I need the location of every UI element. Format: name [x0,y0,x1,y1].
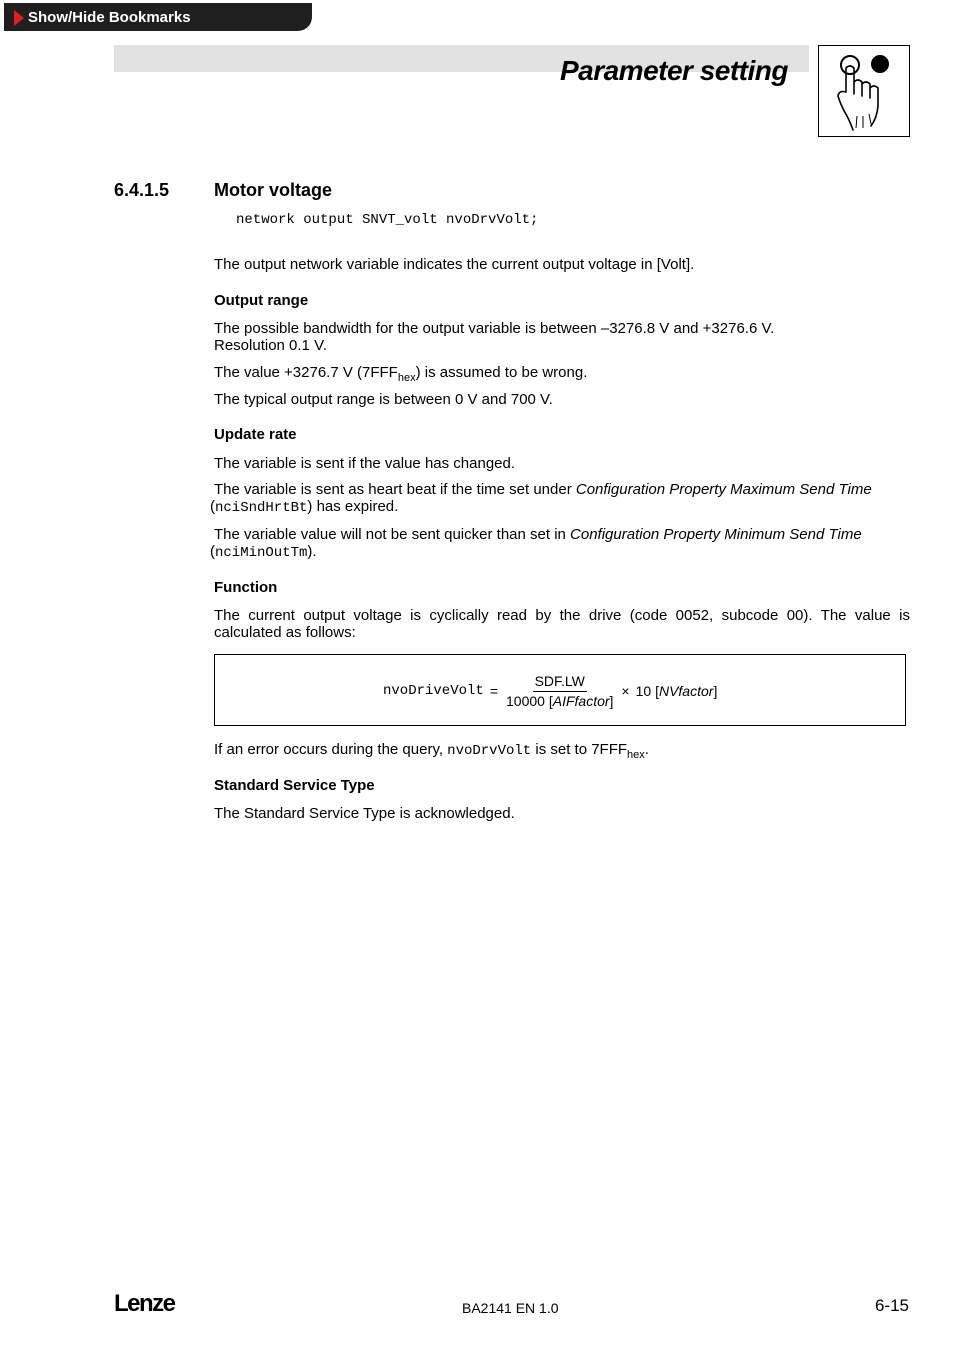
page-title: Parameter setting [559,55,788,86]
formula-times: × [621,683,630,699]
value-changed-paragraph: The variable is sent if the value has changed. [214,455,516,472]
section-title: Motor voltage [214,180,333,200]
formula-box [214,654,906,726]
triangle-right-icon [14,10,24,26]
nci-min-out-tm-code: nciMinOutTm [215,545,308,561]
den-bracket: ] [609,693,614,709]
typical-range-paragraph: The typical output range is between 0 V and 700 V. [214,391,553,408]
max-send-time-term: Configuration Property Maximum Send Time [575,481,872,498]
error-text-mid: is set to 7FFF [531,741,628,758]
wrong-value-text: The value +3276.7 V (7FFF [214,364,398,381]
formula-lhs: nvoDriveVolt [383,683,484,699]
den-value: 10000 [ [506,693,553,709]
document-id: BA2141 EN 1.0 [462,1300,559,1316]
formula-denominator [504,692,615,710]
aif-factor-term: AIFfactor [552,693,610,709]
heartbeat-text-end: ) has expired. [307,498,399,515]
section-number: 6.4.1.5 [114,180,170,200]
page-number: 6-15 [874,1296,909,1315]
variable-declaration: network output SNVT_volt nvoDrvVolt; [236,212,539,228]
resolution-text: Resolution 0.1 V. [214,337,327,354]
hex-subscript: hex [627,749,645,761]
service-type-heading: Standard Service Type [214,777,375,794]
factor-bracket: ] [713,683,718,699]
bookmarks-label: Show/Hide Bookmarks [28,9,191,26]
nv-factor-term: NVfactor [658,683,714,699]
show-hide-bookmarks-button[interactable] [4,3,312,31]
min-send-time-term: Configuration Property Minimum Send Time [570,526,862,543]
function-paragraph: The current output voltage is cyclically read by the drive (code 0052, subcode 00). The value is calculated as follows: [214,607,910,641]
min-send-text: The variable value will not be sent quicker than set in [214,526,571,543]
min-send-text-end: ). [307,543,317,560]
paren-open: ( [210,543,215,560]
error-paragraph [214,741,910,760]
output-range-heading: Output range [214,292,309,309]
error-text-end: . [644,741,649,758]
wrong-value-text-end: ) is assumed to be wrong. [415,364,588,381]
nci-snd-hrt-bt-code: nciSndHrtBt [215,500,308,516]
nvo-drv-volt-code: nvoDrvVolt [447,743,532,759]
formula [383,673,717,710]
output-range-paragraph [214,320,910,354]
formula-fraction [504,673,615,710]
formula-factor [636,683,718,700]
function-heading: Function [214,579,278,596]
wrong-value-paragraph [214,364,910,384]
paren-open: ( [210,498,215,515]
update-rate-heading: Update rate [214,426,297,443]
service-type-paragraph: The Standard Service Type is acknowledged. [214,805,515,822]
heartbeat-paragraph [210,481,910,517]
formula-equals: = [489,683,499,699]
hand-pressing-buttons-icon [818,45,910,137]
min-send-paragraph [210,526,910,562]
heartbeat-text: The variable is sent as heart beat if the time set under [214,481,576,498]
factor-value: 10 [ [635,683,659,699]
intro-paragraph: The output network variable indicates the current output voltage in [Volt]. [214,256,695,273]
hex-subscript: hex [397,372,416,384]
lenze-logo: Lenze [114,1290,175,1317]
error-text: If an error occurs during the query, [214,741,448,758]
bandwidth-text: The possible bandwidth for the output variable is between –3276.8 V and +3276.6 V. [214,320,775,337]
formula-numerator: SDF.LW [533,673,587,692]
